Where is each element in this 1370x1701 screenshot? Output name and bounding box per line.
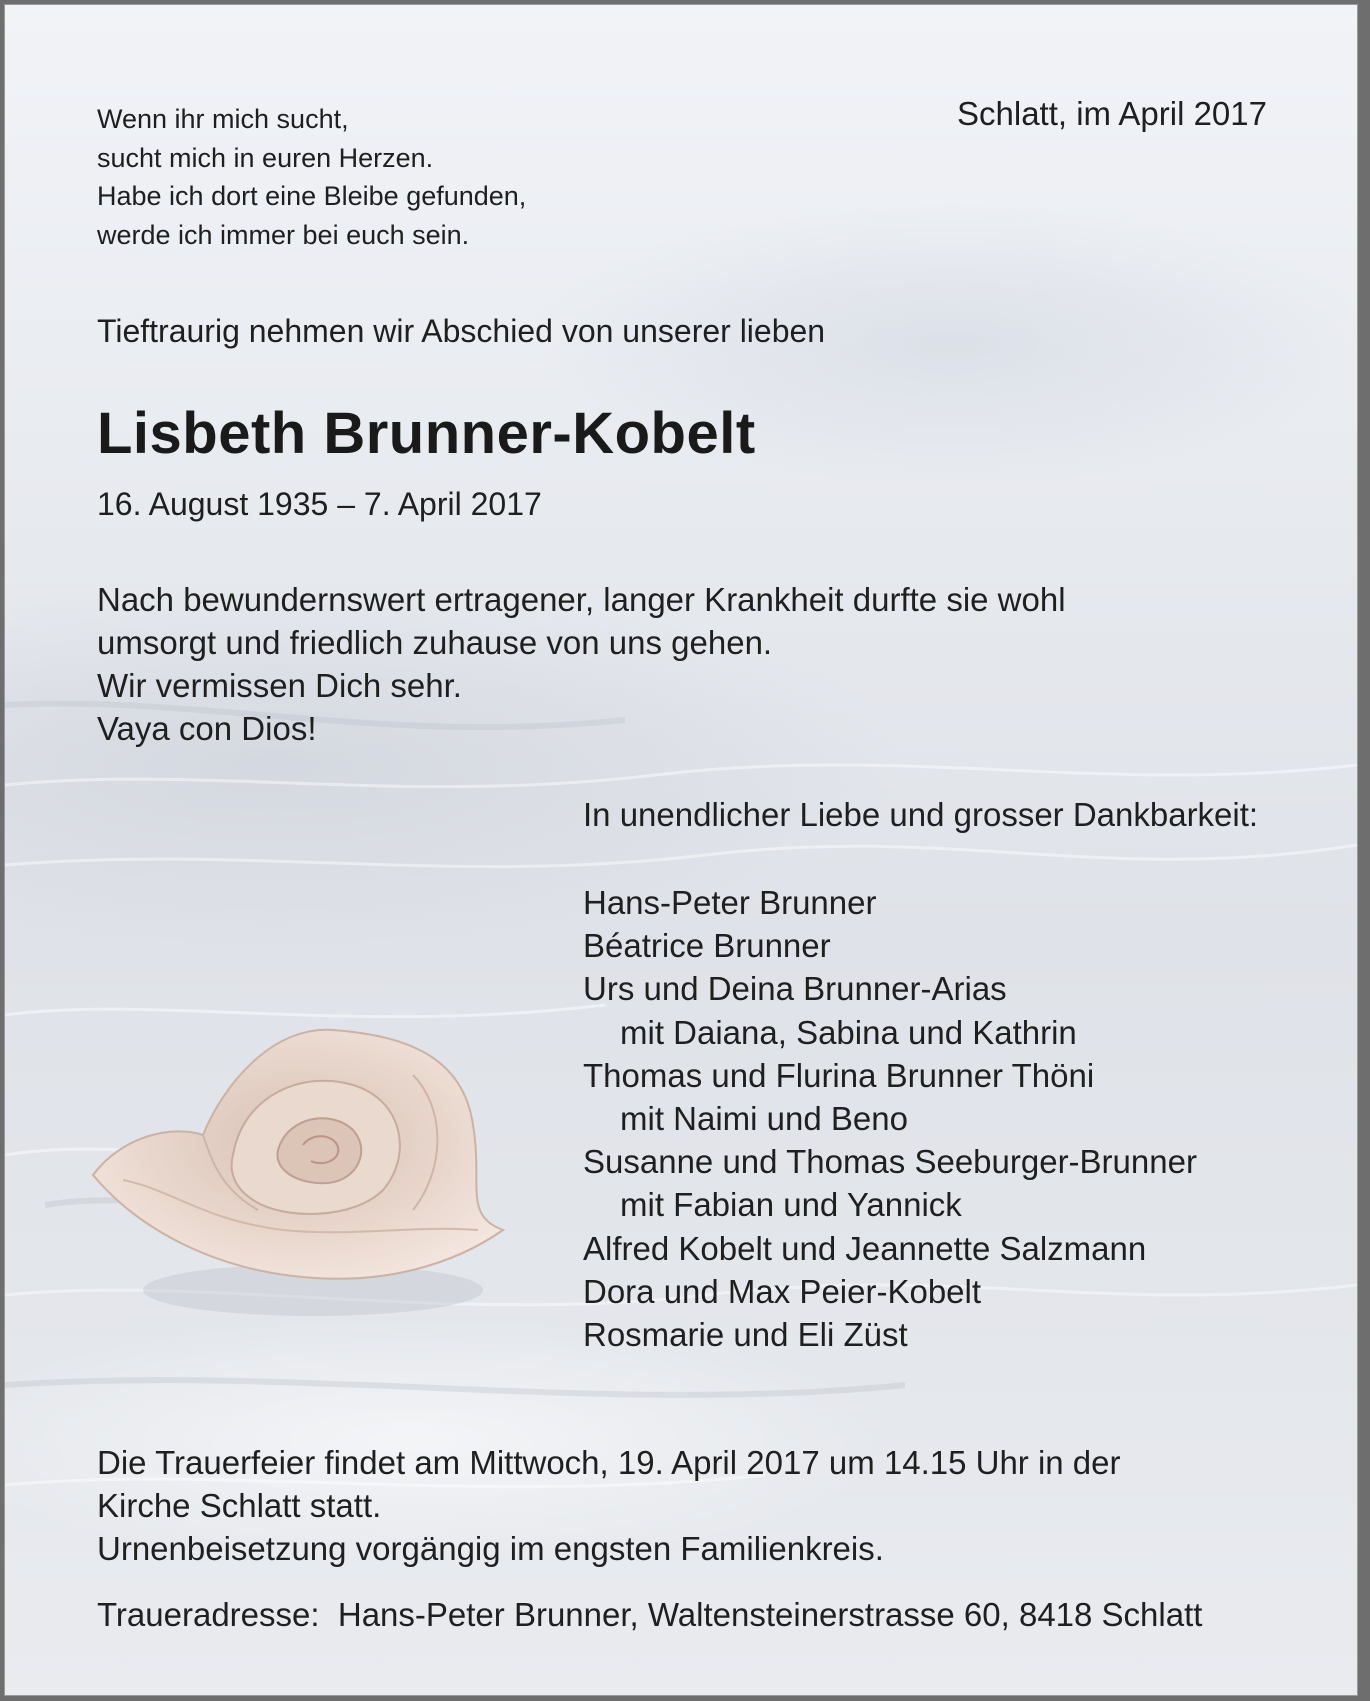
family-member: Urs und Deina Brunner-Arias xyxy=(583,970,1007,1008)
place-date: Schlatt, im April 2017 xyxy=(957,95,1267,132)
family-member: Hans-Peter Brunner xyxy=(583,884,877,921)
message-line: Vaya con Dios! xyxy=(97,710,317,747)
funeral-line: Urnenbeisetzung vorgängig im engsten Familienkreis. xyxy=(97,1530,884,1567)
family-member: Susanne und Thomas Seeburger-Brunner xyxy=(583,1143,1197,1181)
message-line: Nach bewundernswert ertragener, langer Krankheit durfte sie wohl xyxy=(97,581,1066,618)
message-line: Wir vermissen Dich sehr. xyxy=(97,667,462,704)
family-children: mit Naimi und Beno xyxy=(620,1100,908,1138)
family-member: Dora und Max Peier-Kobelt xyxy=(583,1272,982,1310)
thanks-line: In unendlicher Liebe und grosser Dankbarkeit: xyxy=(583,796,1259,833)
family-children: mit Daiana, Sabina und Kathrin xyxy=(620,1013,1077,1051)
obituary-card xyxy=(4,4,1358,1696)
family-member: Rosmarie und Eli Züst xyxy=(583,1316,908,1354)
intro-text: Tieftraurig nehmen wir Abschied von unserer lieben xyxy=(97,313,826,349)
family-member: Alfred Kobelt und Jeannette Salzmann xyxy=(583,1229,1147,1267)
funeral-line: Die Trauerfeier findet am Mittwoch, 19. April 2017 um 14.15 Uhr in der xyxy=(97,1444,1121,1481)
family-member: Thomas und Flurina Brunner Thöni xyxy=(583,1056,1095,1094)
deceased-name: Lisbeth Brunner-Kobelt xyxy=(97,401,756,466)
funeral-line: Kirche Schlatt statt. xyxy=(97,1487,382,1524)
rose-icon xyxy=(83,1015,513,1325)
poem-line: Wenn ihr mich sucht, xyxy=(97,104,349,134)
poem-line: Habe ich dort eine Bleibe gefunden, xyxy=(97,181,527,211)
family-member: Béatrice Brunner xyxy=(583,927,831,965)
message-line: umsorgt und friedlich zuhause von uns gehen. xyxy=(97,624,773,661)
life-dates: 16. August 1935 – 7. April 2017 xyxy=(97,486,542,522)
funeral-info xyxy=(97,1441,1121,1570)
poem-line: sucht mich in euren Herzen. xyxy=(97,142,434,173)
poem xyxy=(97,100,526,254)
mourning-address: Traueradresse: Hans-Peter Brunner, Waltensteinerstrasse 60, 8418 Schlatt xyxy=(97,1596,1203,1633)
family-list xyxy=(583,881,1197,1356)
poem-line: werde ich immer bei euch sein. xyxy=(97,219,470,250)
message xyxy=(97,578,1066,750)
family-children: mit Fabian und Yannick xyxy=(620,1186,962,1224)
